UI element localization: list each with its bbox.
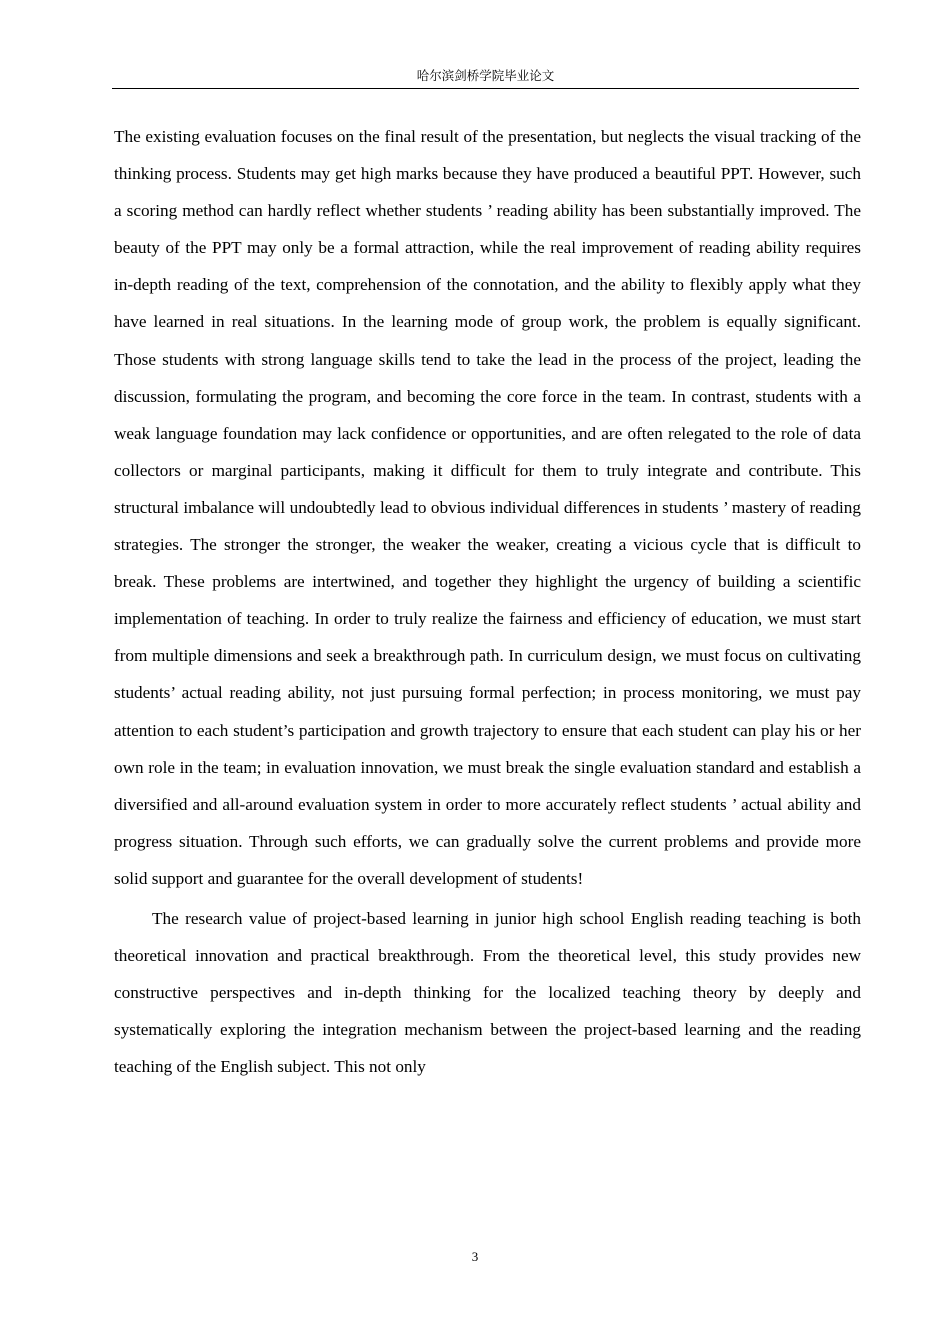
header-title: 哈尔滨剑桥学院毕业论文 <box>416 68 555 83</box>
paragraph-research-value: The research value of project-based learning in junior high school English reading teaching is both theoretical innovation and practical breakthrough. From the theoretical level, this study provides new constructive perspectives and in-depth thinking for the localized teaching theory by deeply and systematically exploring the integration mechanism between the project-based learning and the reading teaching of the English subject. This not only <box>114 908 861 1076</box>
page-number: 3 <box>471 1249 479 1264</box>
paragraph-evaluation-problems: The existing evaluation focuses on the final result of the presentation, but neglects the visual tracking of the thinking process. Students may get high marks because they have produced a beautiful PPT. However, such a scoring method can hardly reflect whether students ’ reading ability has been substantially improved. The beauty of the PPT may only be a formal attraction, while the real improvement of reading ability requires in-depth reading of the text, comprehension of the connotation, and the ability to flexibly apply what they have learned in real situations. In the learning mode of group work, the problem is equally significant. Those students with strong language skills tend to take the lead in the process of the project, leading the discussion, formulating the program, and becoming the core force in the team. In contrast, students with a weak language foundation may lack confidence or opportunities, and are often relegated to the role of data collectors or marginal participants, making it difficult for them to truly integrate and contribute. This structural imbalance will undoubtedly lead to obvious individual differences in students ’ mastery of reading strategies. The stronger the stronger, the weaker the weaker, creating a vicious cycle that is difficult to break. These problems are intertwined, and together they highlight the urgency of building a scientific implementation of teaching. In order to truly realize the fairness and efficiency of education, we must start from multiple dimensions and seek a breakthrough path. In curriculum design, we must focus on cultivating students’ actual reading ability, not just pursuing formal perfection; in process monitoring, we must pay attention to each student’s participation and growth trajectory to ensure that each student can play his or her own role in the team; in evaluation innovation, we must break the single evaluation standard and establish a diversified and all-around evaluation system in order to more accurately reflect students ’ actual ability and progress situation. Through such efforts, we can gradually solve the current problems and provide more solid support and guarantee for the overall development of students! <box>114 127 861 888</box>
document-body <box>114 118 861 1085</box>
page-header <box>112 66 859 89</box>
